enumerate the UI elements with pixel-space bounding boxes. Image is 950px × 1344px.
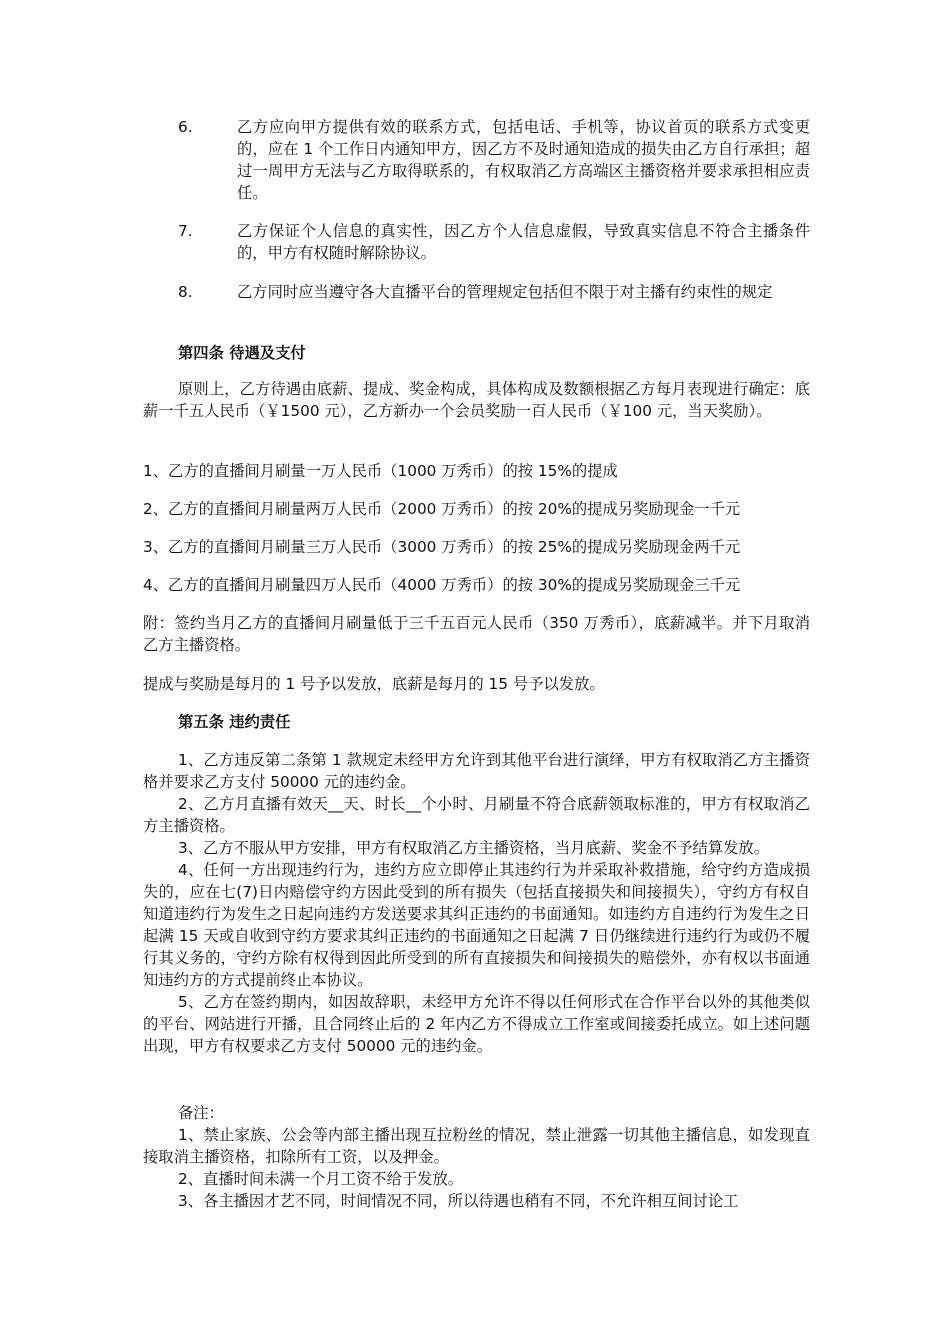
article-5-heading: 第五条 违约责任	[178, 713, 291, 731]
remarks-section	[143, 1102, 810, 1212]
remark-1: 1、禁止家族、公会等内部主播出现互拉粉丝的情况，禁止泄露一切其他主播信息，如发现直接取消主播资格，扣除所有工资，以及押金。	[143, 1126, 810, 1166]
breach-clause-1: 1、乙方违反第二条第 1 款规定未经甲方允许到其他平台进行演绎，甲方有权取消乙方主播资格并要求乙方支付 50000 元的违约金。	[143, 751, 810, 791]
article-4-note: 附：签约当月乙方的直播间月刷量低于三千五百元人民币（350 万秀币），底薪减半。并下月取消乙方主播资格。	[143, 614, 810, 654]
clause-text: 乙方保证个人信息的真实性，因乙方个人信息虚假，导致真实信息不符合主播条件的，甲方有权随时解除协议。	[237, 222, 810, 262]
breach-clause-2: 2、乙方月直播有效天__天、时长__个小时、月刷量不符合底薪领取标准的，甲方有权取消乙方主播资格。	[143, 795, 810, 835]
commission-tier-1: 1、乙方的直播间月刷量一万人民币（1000 万秀币）的按 15%的提成	[143, 462, 618, 480]
breach-clause-3: 3、乙方不服从甲方安排，甲方有权取消乙方主播资格，当月底薪、奖金不予结算发放。	[178, 839, 770, 857]
numbered-clause-8	[178, 281, 810, 303]
article-4-heading: 第四条 待遇及支付	[178, 344, 306, 362]
remark-3: 3、各主播因才艺不同，时间情况不同，所以待遇也稍有不同，不允许相互间讨论工	[178, 1192, 739, 1210]
commission-tier-3: 3、乙方的直播间月刷量三万人民币（3000 万秀币）的按 25%的提成另奖励现金两千元	[143, 538, 741, 556]
clause-text: 乙方同时应当遵守各大直播平台的管理规定包括但不限于对主播有约束性的规定	[237, 283, 773, 301]
numbered-clause-6	[178, 116, 810, 204]
commission-tier-4: 4、乙方的直播间月刷量四万人民币（4000 万秀币）的按 30%的提成另奖励现金三千元	[143, 576, 741, 594]
payment-schedule: 提成与奖励是每月的 1 号予以发放，底薪是每月的 15 号予以发放。	[143, 675, 605, 693]
breach-clause-4: 4、任何一方出现违约行为，违约方应立即停止其违约行为并采取补救措施，给守约方造成损失的，应在七(7)日内赔偿守约方因此受到的所有损失（包括直接损失和间接损失），守约方有权自知道违约行为发生之日起向违约方发送要求其纠正违约的书面通知。如违约方自违约行为发生之日起满 15 天或自收到守约方要求其纠正违约的书面通知之日起满 7 日仍继续进行违约行为或仍不履行其义务的，守约方除有权得到因此所受到的所有直接损失和间接损失的赔偿外，亦有权以书面通知违约方的方式提前终止本协议。	[143, 861, 810, 989]
article-5-clauses	[143, 749, 810, 1057]
clause-number: 6.	[178, 118, 193, 136]
remarks-title: 备注：	[178, 1104, 224, 1122]
clause-number: 7.	[178, 222, 193, 240]
remark-2: 2、直播时间未满一个月工资不给于发放。	[178, 1170, 464, 1188]
numbered-clause-7	[178, 220, 810, 264]
clause-number: 8.	[178, 283, 193, 301]
breach-clause-5: 5、乙方在签约期内，如因故辞职，未经甲方允许不得以任何形式在合作平台以外的其他类似的平台、网站进行开播，且合同终止后的 2 年内乙方不得成立工作室或间接委托成立。如上述问题出现，甲方有权要求乙方支付 50000 元的违约金。	[143, 993, 810, 1055]
article-4-intro: 原则上，乙方待遇由底薪、提成、奖金构成，具体构成及数额根据乙方每月表现进行确定：底薪一千五人民币（￥1500 元），乙方新办一个会员奖励一百人民币（￥100 元，当天奖励）。	[143, 380, 810, 420]
commission-tier-2: 2、乙方的直播间月刷量两万人民币（2000 万秀币）的按 20%的提成另奖励现金一千元	[143, 500, 741, 518]
clause-text: 乙方应向甲方提供有效的联系方式，包括电话、手机等，协议首页的联系方式变更的，应在 1 个工作日内通知甲方，因乙方不及时通知造成的损失由乙方自行承担；超过一周甲方无法与乙方取得联系的，有权取消乙方高端区主播资格并要求承担相应责任。	[237, 118, 810, 202]
